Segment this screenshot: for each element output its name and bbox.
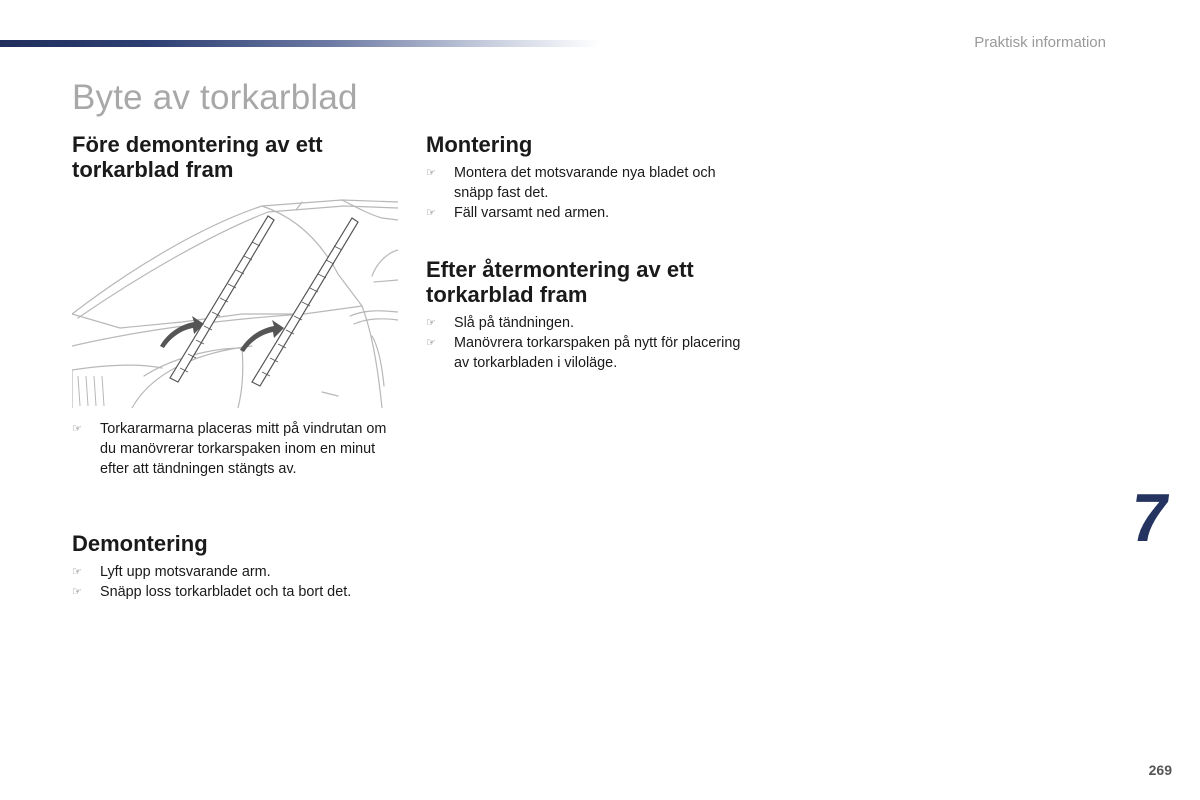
list-item: ☞ Slå på tändningen.: [426, 313, 756, 333]
list-item: ☞ Lyft upp motsvarande arm.: [72, 562, 402, 582]
section-label: Praktisk information: [974, 34, 1106, 51]
after-bullet-list: [426, 313, 756, 373]
header-gradient-bar: [0, 40, 600, 47]
chapter-number: 7: [1125, 480, 1175, 556]
list-item: ☞ Montera det motsvarande nya bladet och snäpp fast det.: [426, 163, 756, 203]
list-item: ☞ Torkararmarna placeras mitt på vindrutan om du manövrerar torkarspaken inom en minut efter att tändningen stängts av.: [72, 419, 402, 479]
list-item: ☞ Manövrera torkarspaken på nytt för placering av torkarbladen i viloläge.: [426, 333, 756, 373]
mounting-bullet-list: [426, 163, 756, 223]
middle-column: [426, 132, 756, 373]
heading-after-refit: Efter återmontering av ett torkarblad fram: [426, 257, 694, 307]
removal-bullet-list: [72, 562, 402, 602]
heading-removal: Demontering: [72, 531, 208, 556]
before-bullet-list: [72, 419, 402, 479]
page-title: Byte av torkarblad: [72, 78, 358, 117]
list-item: ☞ Snäpp loss torkarbladet och ta bort det.: [72, 582, 402, 602]
left-column: [72, 132, 402, 602]
heading-mounting: Montering: [426, 132, 533, 157]
windscreen-wiper-illustration: [72, 196, 398, 408]
heading-before-removal: Före demontering av ett torkarblad fram: [72, 132, 323, 182]
list-item: ☞ Fäll varsamt ned armen.: [426, 203, 756, 223]
page-number: 269: [1148, 762, 1172, 778]
